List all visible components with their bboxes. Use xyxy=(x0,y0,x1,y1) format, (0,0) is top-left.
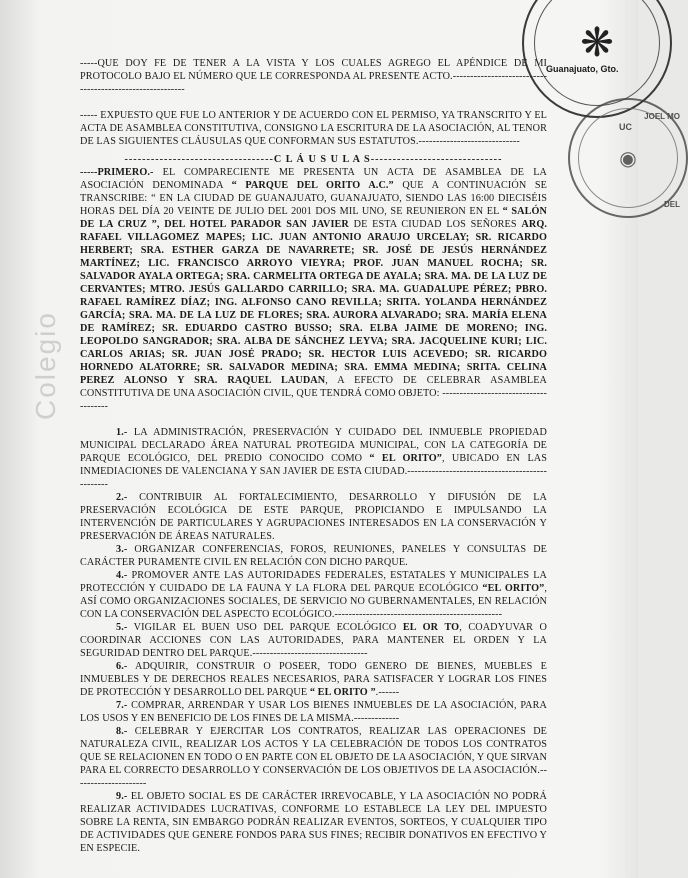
object-text-end: , UBICADO EN LAS INMEDIACIONES DE VALENCIANA Y SAN JAVIER DE ESTA CIUDAD.------------------------------------------------ xyxy=(80,453,547,490)
seal-ring xyxy=(534,0,660,106)
expuesto-paragraph: ----- EXPUESTO QUE FUE LO ANTERIOR Y DE ACUERDO CON EL PERMISO, YA TRANSCRITO Y EL ACTA DE ASAMBLEA CONSTITUTIVA, CONSIGNO LA ESCRITURA DE LA ASOCIACIÓN, AL TENOR DE LAS SIGUIENTES CLÁUSULAS QUE CONFORMAN SUS ESTATUTOS.----------------------------- xyxy=(80,110,547,147)
object-text: CELEBRAR Y EJERCITAR LOS CONTRATOS, REALIZAR LAS OPERACIONES DE NATURALEZA CIVIL, REALIZAR LOS ACTOS Y LA CELEBRACIÓN DE TODOS LOS CONTRATOS QUE SE RELACIONEN EN TODO O EN PARTE CON EL OBJETO DE LA ASOCIACIÓN, Y QUE SIRVAN PARA EL CORRECTO DESARROLLO Y CONSERVACIÓN DE LOS OBJETIVOS DE LA ASOCIACIÓN.--------------------- xyxy=(80,726,547,789)
seal-line-2: JOEL MO xyxy=(644,112,680,121)
object-number: 3.- xyxy=(116,544,128,555)
object-item xyxy=(80,660,547,699)
seal-line-3: DEL xyxy=(664,200,680,209)
object-item xyxy=(80,621,547,660)
object-bold-text: “ EL ORITO” xyxy=(369,453,442,464)
primero-label: -----PRIMERO.- xyxy=(80,167,154,178)
document-body xyxy=(80,57,547,855)
object-text: EL OBJETO SOCIAL ES DE CARÁCTER IRREVOCABLE, Y LA ASOCIACIÓN NO PODRÁ REALIZAR ACTIVIDADES LUCRATIVAS, CONFORME LO ESTABLECE LA LEY DEL IMPUESTO SOBRE LA RENTA, SIN EMBARGO PODRÁN REALIZAR EVENTOS, SORTEOS, Y CUALQUIER TIPO DE ACTIVIDADES QUE GENERE FONDOS PARA SUS FINES; RECIBIR DONATIVOS EN EFECTIVO Y EN ESPECIE. xyxy=(80,791,547,854)
object-text: ADQUIRIR, CONSTRUIR O POSEER, TODO GENERO DE BIENES, MUEBLES E INMUEBLES Y DE DERECHOS REALES NECESARIOS, PARA SATISFACER Y LOGRAR LOS FINES DE PROTECCIÓN Y DESARROLLO DEL PARQUE xyxy=(80,661,547,698)
object-bold-text: “EL ORITO” xyxy=(482,583,545,594)
object-number: 2.- xyxy=(116,492,128,503)
primero-paragraph xyxy=(80,166,547,413)
object-number: 4.- xyxy=(116,570,128,581)
object-item xyxy=(80,790,547,855)
object-number: 5.- xyxy=(116,622,128,633)
meeting-place: “ SALÓN DE LA CRUZ ”, DEL HOTEL PARADOR SAN JAVIER xyxy=(80,206,547,230)
primero-text-1: EL COMPARECIENTE ME PRESENTA UN ACTA DE ASAMBLEA DE LA ASOCIACIÓN DENOMINADA xyxy=(80,167,547,191)
object-text-end: , COADYUVAR O COORDINAR ACCIONES CON LAS AUTORIDADES, PARA MANTENER EL ORDEN Y LA SEGURIDAD DENTRO DEL PARQUE.--------------------------------- xyxy=(80,622,548,659)
object-text-end: .------ xyxy=(375,687,400,698)
object-text: COMPRAR, ARRENDAR Y USAR LOS BIENES INMUEBLES DE LA ASOCIACIÓN, PARA LOS USOS Y EN BENEFICIO DE LOS FINES DE LA MISMA.------------- xyxy=(80,700,547,724)
bleed-through-text: Colegio xyxy=(30,311,61,420)
object-item xyxy=(80,569,547,621)
object-number: 1.- xyxy=(116,427,128,438)
object-bold-text: “ EL ORITO ” xyxy=(309,687,376,698)
clausulas-heading: ----------------------------------C L Á U S U L A S------------------------------ xyxy=(124,154,503,165)
object-text: ORGANIZAR CONFERENCIAS, FOROS, REUNIONES, PANELES Y CONSULTAS DE CARÁCTER PURAMENTE CIVIL EN RELACIÓN CON DICHO PARQUE. xyxy=(80,544,547,568)
association-name: “ PARQUE DEL ORITO A.C.” xyxy=(231,180,394,191)
object-bold-text: EL OR TO xyxy=(402,622,460,633)
object-item xyxy=(80,543,547,569)
object-text: LA ADMINISTRACIÓN, PRESERVACIÓN Y CUIDADO DEL INMUEBLE PROPIEDAD MUNICIPAL DECLARADO ÁREA NATURAL PROTEGIDA MUNICIPAL, CON LA CATEGORÍA DE PARQUE ECOLÓGICO, DEL PREDIO CONOCIDO COMO xyxy=(80,427,547,464)
object-item xyxy=(80,699,547,725)
object-number: 7.- xyxy=(116,700,128,711)
eagle-emblem-icon: ❋ xyxy=(580,21,614,65)
seal-emblem-icon: ◉ xyxy=(619,147,637,170)
primero-text-4: , A EFECTO DE CELEBRAR ASAMBLEA CONSTITUTIVA DE UNA ASOCIACIÓN CIVIL, QUE TENDRÁ COMO OBJETO: -------------------------------------- xyxy=(80,375,547,412)
object-text-end: , ASÍ COMO ORGANIZACIONES SOCIALES, DE SERVICIO NO GUBERNAMENTALES, EN RELACIÓN CON LA CONSERVACIÓN DEL ASPECTO ECOLÓGICO.------------------------------------------------ xyxy=(80,583,547,620)
seal-line-1: UC xyxy=(619,122,632,132)
primero-text-2: QUE A CONTINUACIÓN SE TRANSCRIBE: “ EN LA CIUDAD DE GUANAJUATO, GUANAJUATO, SIENDO LAS 16:00 DIECISÉIS HORAS DEL DÍA 20 VEINTE DE JULIO DEL 2001 DOS MIL UNO, SE REUNIERON EN EL xyxy=(80,180,547,217)
attendee-names: ARQ. RAFAEL VILLAGOMEZ MAPES; LIC. JUAN ANTONIO ARAUJO URCELAY; SR. RICARDO HERBERT; SRA. ESTHER GARZA DE NAVARRETE; SR. JOSÉ DE JESÚS HERNÁNDEZ MARTÍNEZ; LIC. FRANCISCO ARROYO VIEYRA; PROF. JUAN MANUEL ROCHA; SR. SALVADOR AYALA ORTEGA; SRA. CARMELITA ORTEGA DE AYALA; SRA. MA. DE LA LUZ DE CERVANTES; MTRO. JESÚS GALLARDO CARRILLO; SRA. MA. GUADALUPE PÉREZ; PBRO. RAFAEL RAMÍREZ DÍAZ; ING. ALFONSO CANO REVILLA; SRITA. YOLANDA HERNÁNDEZ GARCÍA; SRA. MA. DE LA LUZ DE FLORES; SRA. AURORA ALVARADO; SRA. MARÍA ELENA DE RAMÍREZ; SR. EDUARDO CASTRO BUSSO; SRA. ELBA JAIME DE MORENO; ING. LEOPOLDO SANGRADOR; SRA. ALBA DE SÁNCHEZ LEYVA; SRA. JACQUELINE KURI; LIC. CARLOS ARIAS; SR. JUAN JOSÉ PRADO; SR. HECTOR LUIS ACEVEDO; SR. RICARDO HORNEDO ALATORRE; SR. SALVADOR MEDINA; SRA. EMMA MEDINA; SRITA. CELINA PEREZ ALONSO Y SRA. RAQUEL LAUDAN xyxy=(80,219,547,386)
object-text: CONTRIBUIR AL FORTALECIMIENTO, DESARROLLO Y DIFUSIÓN DE LA PRESERVACIÓN ECOLÓGICA DE ESTE PARQUE, PROPICIANDO E IMPULSANDO LA INTERVENCIÓN DE PARTICULARES Y AGRUPACIONES INTERESADOS EN LA CONSERVACIÓN Y PRESERVACIÓN DE ÁREAS NATURALES. xyxy=(80,492,547,542)
object-number: 8.- xyxy=(116,726,128,737)
object-number: 6.- xyxy=(116,661,128,672)
primero-text-3: DE ESTA CIUDAD LOS SEÑORES xyxy=(348,219,522,230)
object-item xyxy=(80,725,547,790)
object-item xyxy=(80,426,547,491)
object-item xyxy=(80,491,547,543)
object-text: VIGILAR EL BUEN USO DEL PARQUE ECOLÓGICO xyxy=(127,622,403,633)
secondary-seal xyxy=(568,98,688,218)
object-text: PROMOVER ANTE LAS AUTORIDADES FEDERALES, ESTATALES Y MUNICIPALES LA PROTECCIÓN Y CUIDADO DE LA FAUNA Y LA FLORA DEL PARQUE ECOLÓGICO xyxy=(80,570,547,594)
intro-paragraph: -----QUE DOY FE DE TENER A LA VISTA Y LOS CUALES AGREGO EL APÉNDICE DE MI PROTOCOLO BAJO EL NÚMERO QUE LE CORRESPONDA AL PRESENTE ACTO.--------------------------------------------------------- xyxy=(80,58,547,95)
seal-bottom-text: Guanajuato, Gto. xyxy=(546,64,619,74)
object-number: 9.- xyxy=(116,791,128,802)
